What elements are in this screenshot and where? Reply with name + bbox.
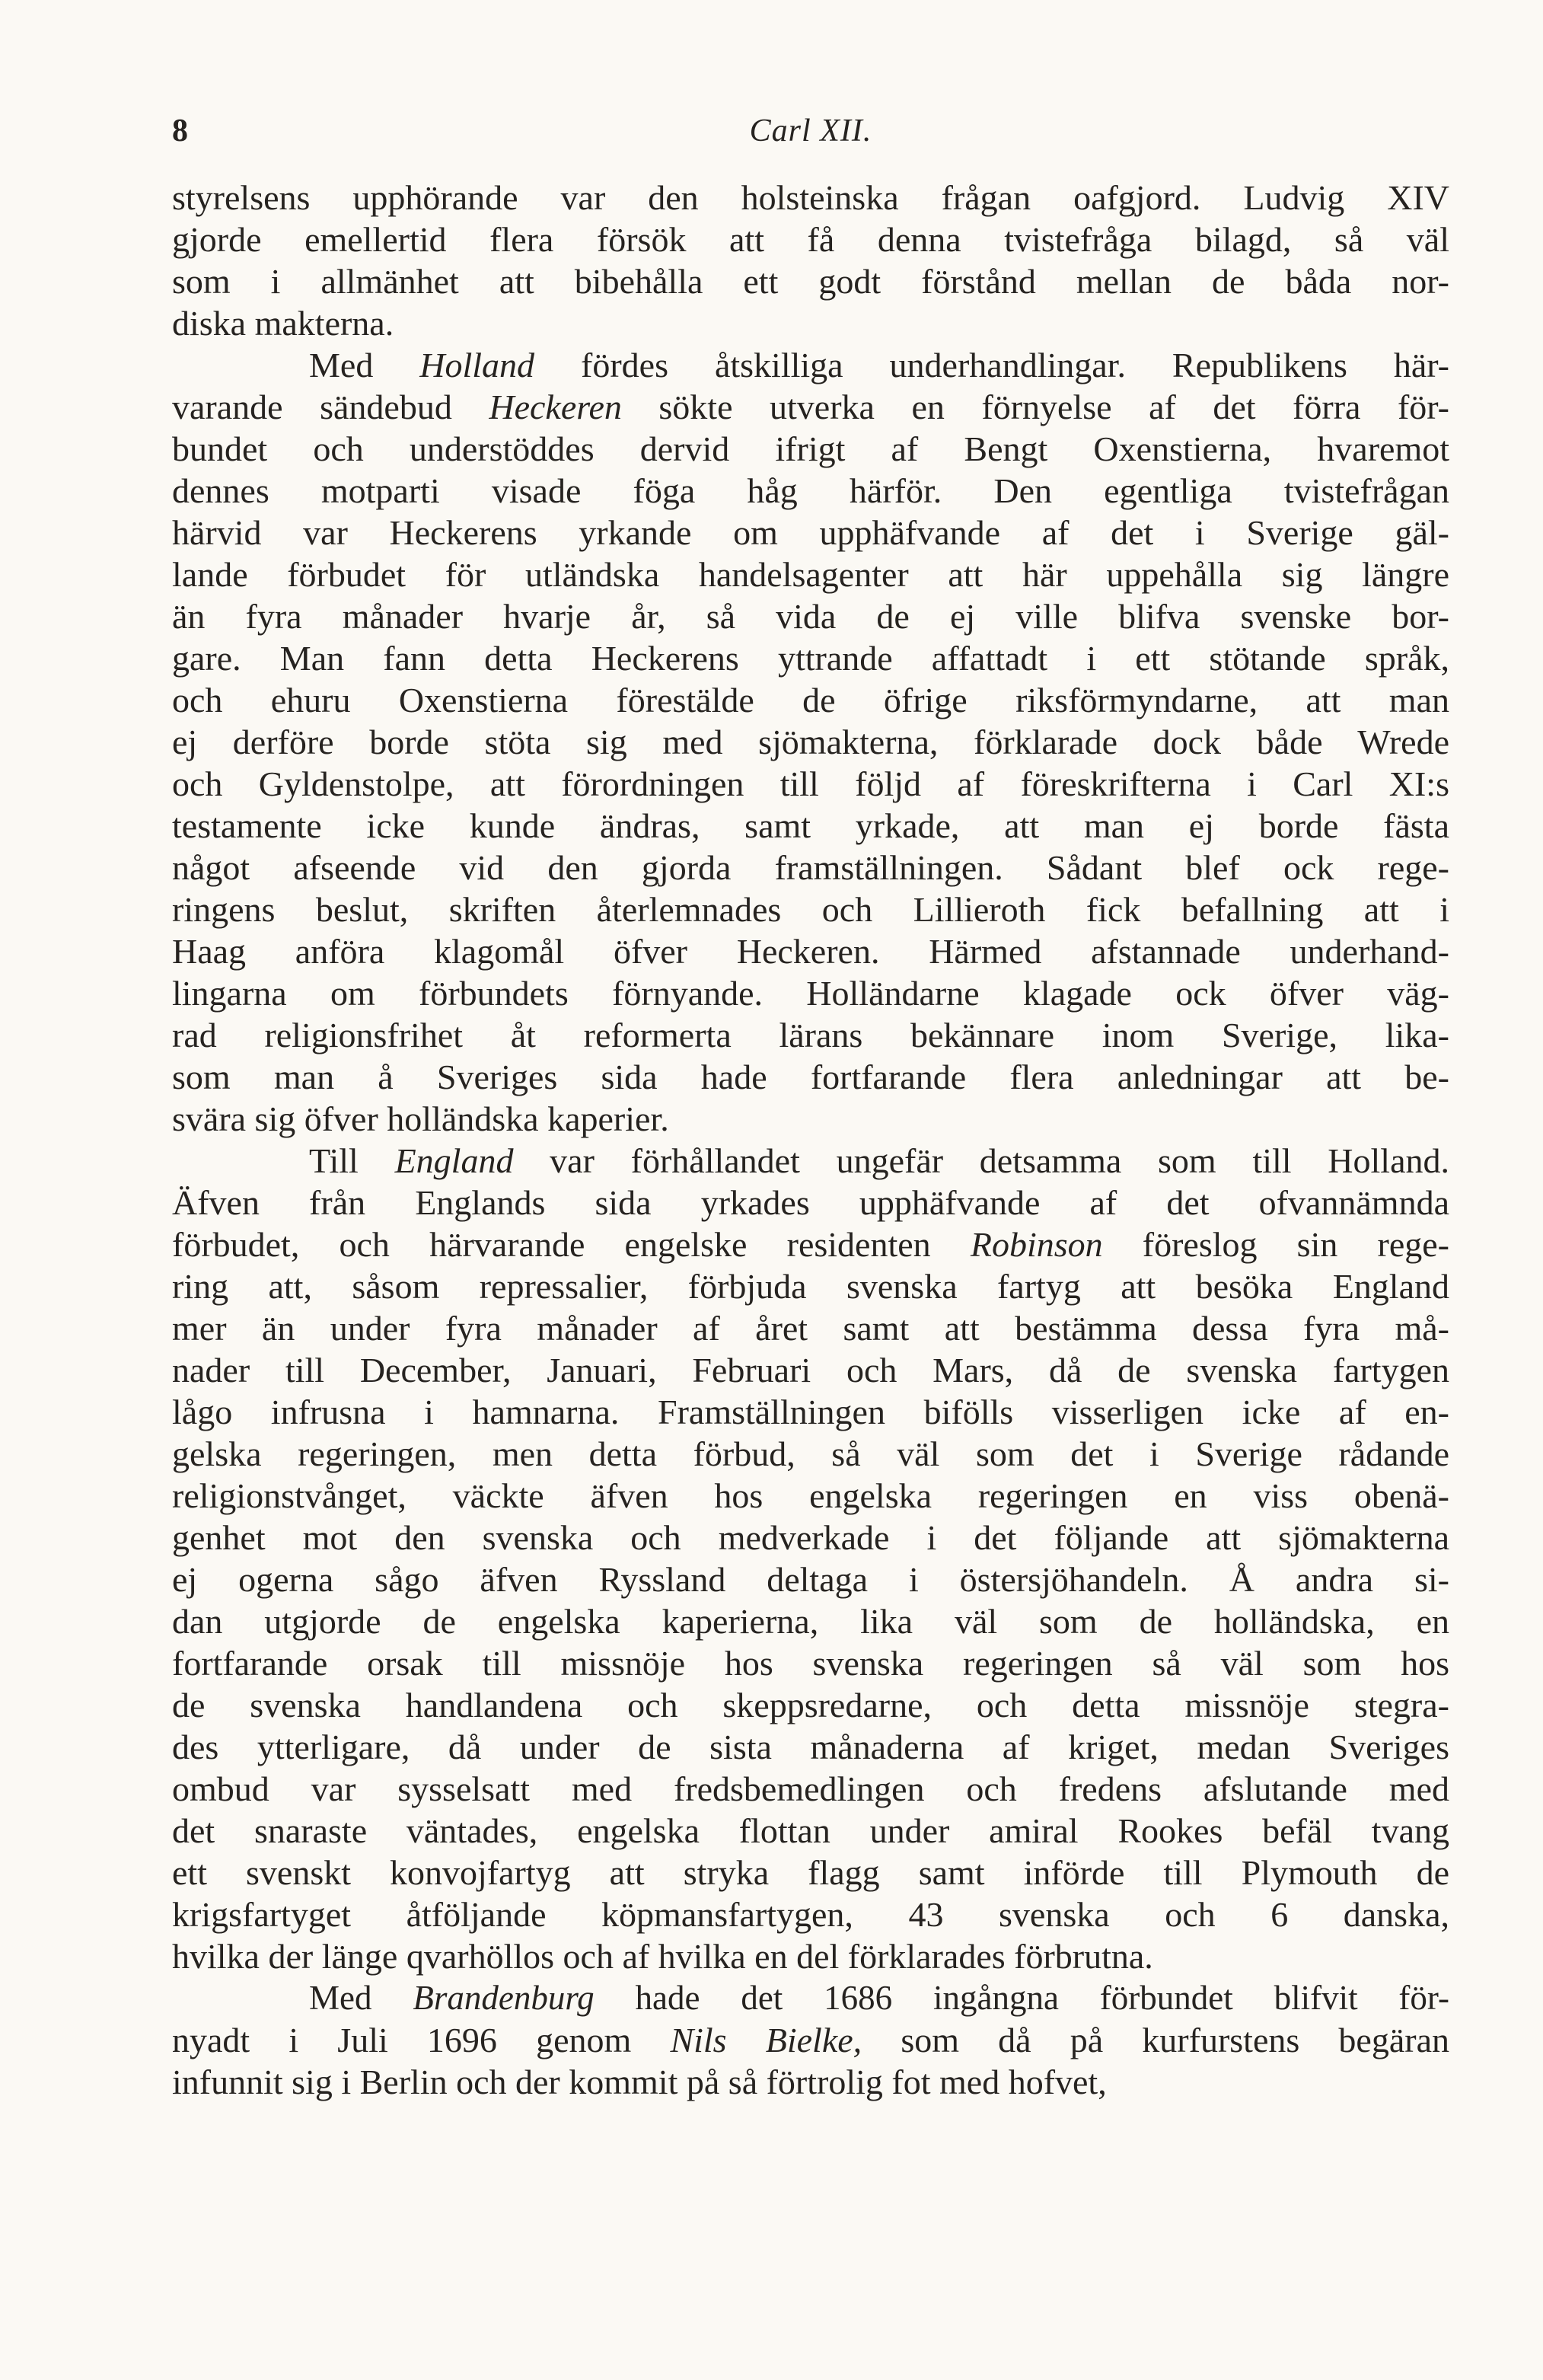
line-text: genhet mot den svenska och medverkade i det följande att sjömakterna [172, 1518, 1449, 1557]
line-text: hade det 1686 ingångna förbundet blifvit för- [594, 1979, 1449, 2017]
body-text [172, 177, 1449, 2103]
line-text: och Gyldenstolpe, att förordningen till följd af föreskrifterna i Carl XI:s [172, 764, 1449, 803]
line-text: varande sändebud [172, 388, 489, 426]
italic-name: Heckeren [489, 388, 622, 426]
line-text: styrelsens upphörande var den holsteinska frågan oafgjord. Ludvig XIV [172, 178, 1449, 217]
line-text: gare. Man fann detta Heckerens yttrande affattadt i ett stötande språk, [172, 639, 1449, 678]
text-line [172, 219, 1449, 260]
text-line [172, 679, 1449, 721]
line-text: härvid var Heckerens yrkande om upphäfvande af det i Sverige gäl- [172, 513, 1449, 552]
line-text: ringens beslut, skriften återlemnades och Lillieroth fick befallning att i [172, 890, 1449, 929]
italic-name: Holland [419, 346, 535, 384]
line-text: Äfven från Englands sida yrkades upphäfvande af det ofvannämnda [172, 1183, 1449, 1222]
line-text: ett svenskt konvojfartyg att stryka flagg samt införde till Plymouth de [172, 1853, 1449, 1892]
line-text: ring att, såsom repressalier, förbjuda svenska fartyg att besöka England [172, 1267, 1449, 1306]
text-line [172, 1517, 1449, 1558]
text-line [172, 1056, 1449, 1098]
line-text: dennes motparti visade föga håg härför. Den egentliga tvistefrågan [172, 471, 1449, 510]
text-line [172, 1391, 1449, 1433]
line-text: lågo infrusna i hamnarna. Framställningen bifölls visserligen icke af en- [172, 1393, 1449, 1431]
line-text: Till [309, 1141, 395, 1180]
line-text: var förhållandet ungefär detsamma som till Holland. [513, 1141, 1449, 1180]
line-text: fortfarande orsak till missnöje hos svenska regeringen så väl som hos [172, 1644, 1449, 1683]
line-text: des ytterligare, då under de sista månaderna af kriget, medan Sveriges [172, 1728, 1449, 1766]
text-line [172, 1223, 1449, 1265]
running-title: Carl XII. [749, 113, 872, 148]
line-text: de svenska handlandena och skeppsredarne, och detta missnöje stegra- [172, 1686, 1449, 1724]
text-line [172, 805, 1449, 847]
text-line [172, 2061, 1449, 2103]
line-text: lingarna om förbundets förnyande. Holländarne klagade ock öfver väg- [172, 974, 1449, 1013]
text-line [172, 595, 1449, 637]
line-text: fördes åtskilliga underhandlingar. Republikens här- [534, 346, 1449, 384]
line-text: nader till December, Januari, Februari och Mars, då de svenska fartygen [172, 1351, 1449, 1389]
line-text: hvilka der länge qvarhöllos och af hvilka en del förklarades förbrutna. [172, 1937, 1153, 1976]
text-line [172, 177, 1449, 219]
text-line [172, 554, 1449, 595]
text-line [172, 1098, 1449, 1140]
line-text: mer än under fyra månader af året samt att bestämma dessa fyra må- [172, 1309, 1449, 1348]
line-text: religionstvånget, väckte äfven hos engelska regeringen en viss obenä- [172, 1476, 1449, 1515]
text-line [172, 1684, 1449, 1726]
line-text: diska makterna. [172, 304, 394, 343]
line-text: som i allmänhet att bibehålla ett godt förstånd mellan de båda nor- [172, 262, 1449, 301]
text-line [172, 1893, 1449, 1935]
text-line [172, 344, 1449, 386]
line-text: infunnit sig i Berlin och der kommit på så förtrolig fot med hofvet, [172, 2063, 1107, 2101]
italic-name: Robinson [970, 1225, 1103, 1264]
line-text: föreslog sin rege- [1102, 1225, 1449, 1264]
line-text: och ehuru Oxenstierna förestälde de öfrige riksförmyndarne, att man [172, 681, 1449, 719]
text-line [172, 512, 1449, 554]
line-text: dan utgjorde de engelska kaperierna, lika väl som de holländska, en [172, 1602, 1449, 1641]
text-line [172, 1349, 1449, 1391]
text-line [172, 889, 1449, 930]
line-text: rad religionsfrihet åt reformerta lärans bekännare inom Sverige, lika- [172, 1016, 1449, 1054]
text-line [172, 763, 1449, 805]
italic-name: Brandenburg [413, 1979, 595, 2017]
text-line [172, 2019, 1449, 2061]
line-text: förbudet, och härvarande engelske residenten [172, 1225, 971, 1264]
text-line [172, 1852, 1449, 1893]
text-line [172, 637, 1449, 679]
text-line [172, 470, 1449, 512]
text-line [172, 1600, 1449, 1642]
line-text: ej ogerna sågo äfven Ryssland deltaga i östersjöhandeln. Å andra si- [172, 1560, 1449, 1599]
line-text: gjorde emellertid flera försök att få denna tvistefråga bilagd, så väl [172, 220, 1449, 259]
line-text: testamente icke kunde ändras, samt yrkade, att man ej borde fästa [172, 806, 1449, 845]
text-line [172, 1265, 1449, 1307]
text-line [172, 1475, 1449, 1517]
text-line [172, 260, 1449, 302]
text-line [172, 972, 1449, 1014]
text-line [172, 1307, 1449, 1349]
italic-name: Nils Bielke, [670, 2021, 862, 2059]
text-line [172, 1726, 1449, 1768]
line-text: Haag anföra klagomål öfver Heckeren. Härmed afstannade underhand- [172, 932, 1449, 971]
line-text: nyadt i Juli 1696 genom [172, 2021, 671, 2059]
text-line [172, 386, 1449, 428]
text-line [172, 1810, 1449, 1852]
text-line [172, 1433, 1449, 1475]
line-text: krigsfartyget åtföljande köpmansfartygen, 43 svenska och 6 danska, [172, 1895, 1449, 1934]
text-line [172, 1140, 1449, 1182]
line-text: det snaraste väntades, engelska flottan under amiral Rookes befäl tvang [172, 1811, 1449, 1850]
line-text: lande förbudet för utländska handelsagenter att här uppehålla sig längre [172, 555, 1449, 594]
text-line [172, 1642, 1449, 1684]
line-text: gelska regeringen, men detta förbud, så väl som det i Sverige rådande [172, 1434, 1449, 1473]
text-line [172, 1935, 1449, 1977]
line-text: något afseende vid den gjorda framställningen. Sådant blef ock rege- [172, 848, 1449, 887]
text-line [172, 1768, 1449, 1810]
line-text: svära sig öfver holländska kaperier. [172, 1099, 669, 1138]
line-text: Med [309, 346, 420, 384]
line-text: än fyra månader hvarje år, så vida de ej ville blifva svenske bor- [172, 597, 1449, 636]
text-line [172, 1558, 1449, 1600]
line-text: sökte utverka en förnyelse af det förra för- [621, 388, 1449, 426]
line-text: ej derföre borde stöta sig med sjömakterna, förklarade dock både Wrede [172, 723, 1449, 761]
text-line [172, 1182, 1449, 1223]
line-text: ombud var sysselsatt med fredsbemedlingen och fredens afslutande med [172, 1769, 1449, 1808]
line-text: bundet och understöddes dervid ifrigt af Bengt Oxenstierna, hvaremot [172, 429, 1449, 468]
text-line [172, 847, 1449, 889]
text-line [172, 930, 1449, 972]
text-line [172, 1977, 1449, 2019]
line-text: Med [309, 1979, 413, 2017]
italic-name: England [394, 1141, 514, 1180]
line-text: som man å Sveriges sida hade fortfarande flera anledningar att be- [172, 1058, 1449, 1096]
text-line [172, 1014, 1449, 1056]
running-head [172, 113, 1449, 158]
text-line [172, 302, 1449, 344]
line-text: som då på kurfurstens begäran [862, 2021, 1449, 2059]
text-line [172, 721, 1449, 763]
page-number: 8 [172, 113, 188, 148]
text-line [172, 428, 1449, 470]
